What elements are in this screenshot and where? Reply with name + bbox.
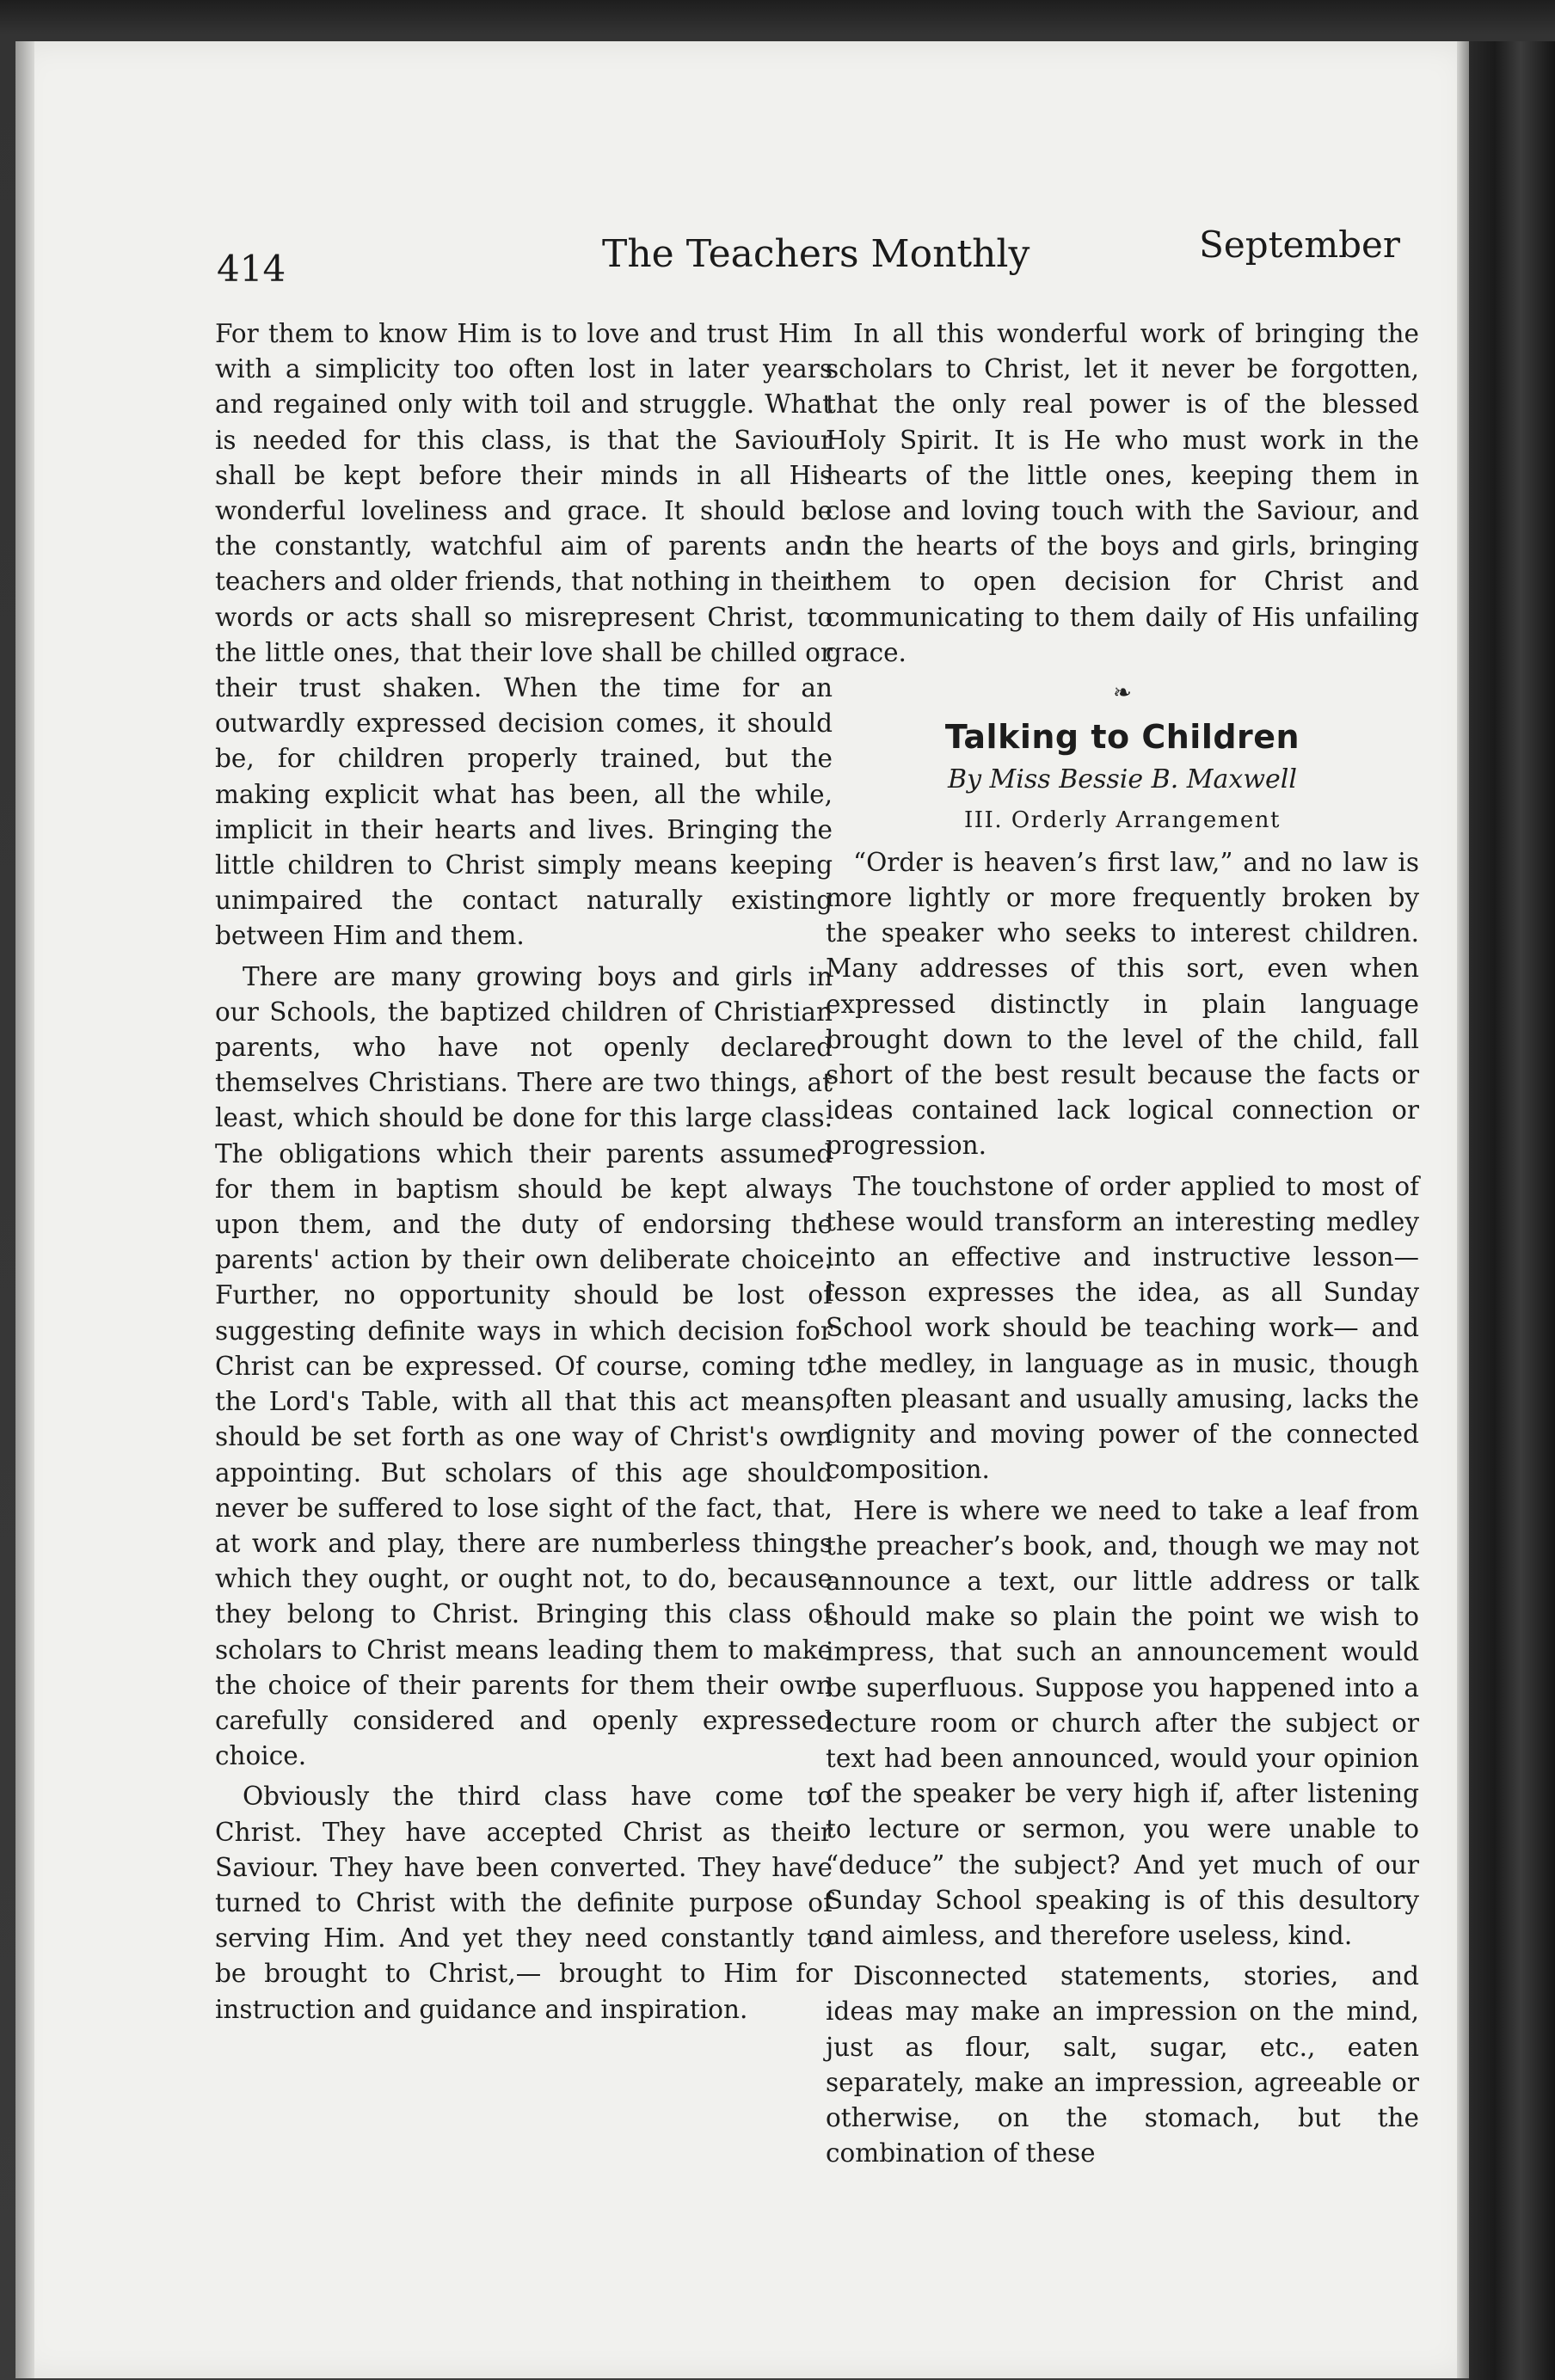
page-edge-right [1457, 41, 1469, 2378]
right-column [826, 316, 1419, 2176]
paragraph: For them to know Him is to love and trust Him with a simplicity too often lost in later years and regained only with toil and struggle. What is needed for this class, is that the Saviour shall be kept before their minds in all His wonderful loveliness and grace. It should be the constantly, watchful aim of parents and teachers and older friends, that nothing in their words or acts shall so misrepresent Christ, to the little ones, that their love shall be chilled or their trust shaken. When the time for an outwardly expressed decision comes, it should be, for children properly trained, but the making explicit what has been, all the while, implicit in their hearts and lives. Bringing the little children to Christ simply means keeping unimpaired the contact naturally existing between Him and them. [215, 319, 833, 951]
page-number: 414 [217, 248, 286, 290]
left-column [215, 316, 833, 2033]
paragraph: Here is where we need to take a leaf from the preacher’s book, and, though we may not announce a text, our little address or talk should make so plain the point we wish to impress, that such an announcement would be superfluous. Suppose you happened into a lecture room or church after the subject or text had been announced, would your opinion of the speaker be very high if, after listening to lecture or sermon, you were unable to “deduce” the subject? And yet much of our Sunday School speaking is of this desultory and aimless, and therefore useless, kind. [826, 1495, 1419, 1950]
running-header [198, 222, 1402, 290]
page-edge-left [15, 41, 34, 2378]
paragraph: “Order is heaven’s first law,” and no law is more lightly or more frequently broken by the speaker who seeks to interest children. Many addresses of this sort, even when expressed distinctly in plain language brought down to the level of the child, fall short of the best result because the facts or ideas contained lack logical connection or progression. [826, 847, 1419, 1161]
issue-month: September [1199, 224, 1400, 266]
ornament-icon: ❧ [1113, 680, 1132, 707]
paragraph: In all this wonderful work of bringing the scholars to Christ, let it never be forgotten, that the only real power is of the blessed Holy Spirit. It is He who must work in the hearts of the little ones, keeping them in close and loving touch with the Saviour, and in the hearts of the boys and girls, bringing them to open decision for Christ and communicating to them daily of His unfailing grace. [826, 319, 1419, 667]
paragraph: Obviously the third class have come to Christ. They have accepted Christ as their Saviour. They have been converted. They have turned to Christ with the definite purpose of serving Him. And yet they need constantly to be brought to Christ,— brought to Him for instruction and guidance and inspiration. [215, 1782, 833, 2024]
journal-title: The Teachers Monthly [602, 232, 1030, 276]
book-binding [1469, 41, 1555, 2380]
article-title: Talking to Children [944, 718, 1300, 757]
section-heading: III. Orderly Arrangement [964, 807, 1281, 833]
paragraph: The touchstone of order applied to most of these would transform an interesting medley into an effective and instructive lesson— lesson expresses the idea, as all Sunday School work should be teaching work— and the medley, in language as in music, though often pleasant and usually amusing, lacks the dignity and moving power of the connected composition. [826, 1171, 1419, 1485]
paragraph: There are many growing boys and girls in our Schools, the baptized children of Christian parents, who have not openly declared themselves Christians. There are two things, at least, which should be done for this large class. The obligations which their parents assumed for them in baptism should be kept always upon them, and the duty of endorsing the parents' action by their own deliberate choice. Further, no opportunity should be lost of suggesting definite ways in which decision for Christ can be expressed. Of course, coming to the Lord's Table, with all that this act means, should be set forth as one way of Christ's own appointing. But scholars of this age should never be suffered to lose sight of the fact, that, at work and play, there are numberless things which they ought, or ought not, to do, because they belong to Christ. Bringing this class of scholars to Christ means leading them to make the choice of their parents for them their own carefully considered and openly expressed choice. [215, 961, 833, 1771]
article-byline: By Miss Bessie B. Maxwell [948, 764, 1297, 795]
paragraph: Disconnected statements, stories, and ideas may make an impression on the mind, just as flour, salt, sugar, etc., eaten separately, make an impression, agreeable or otherwise, on the stomach, but the combination of these [826, 1961, 1419, 2168]
